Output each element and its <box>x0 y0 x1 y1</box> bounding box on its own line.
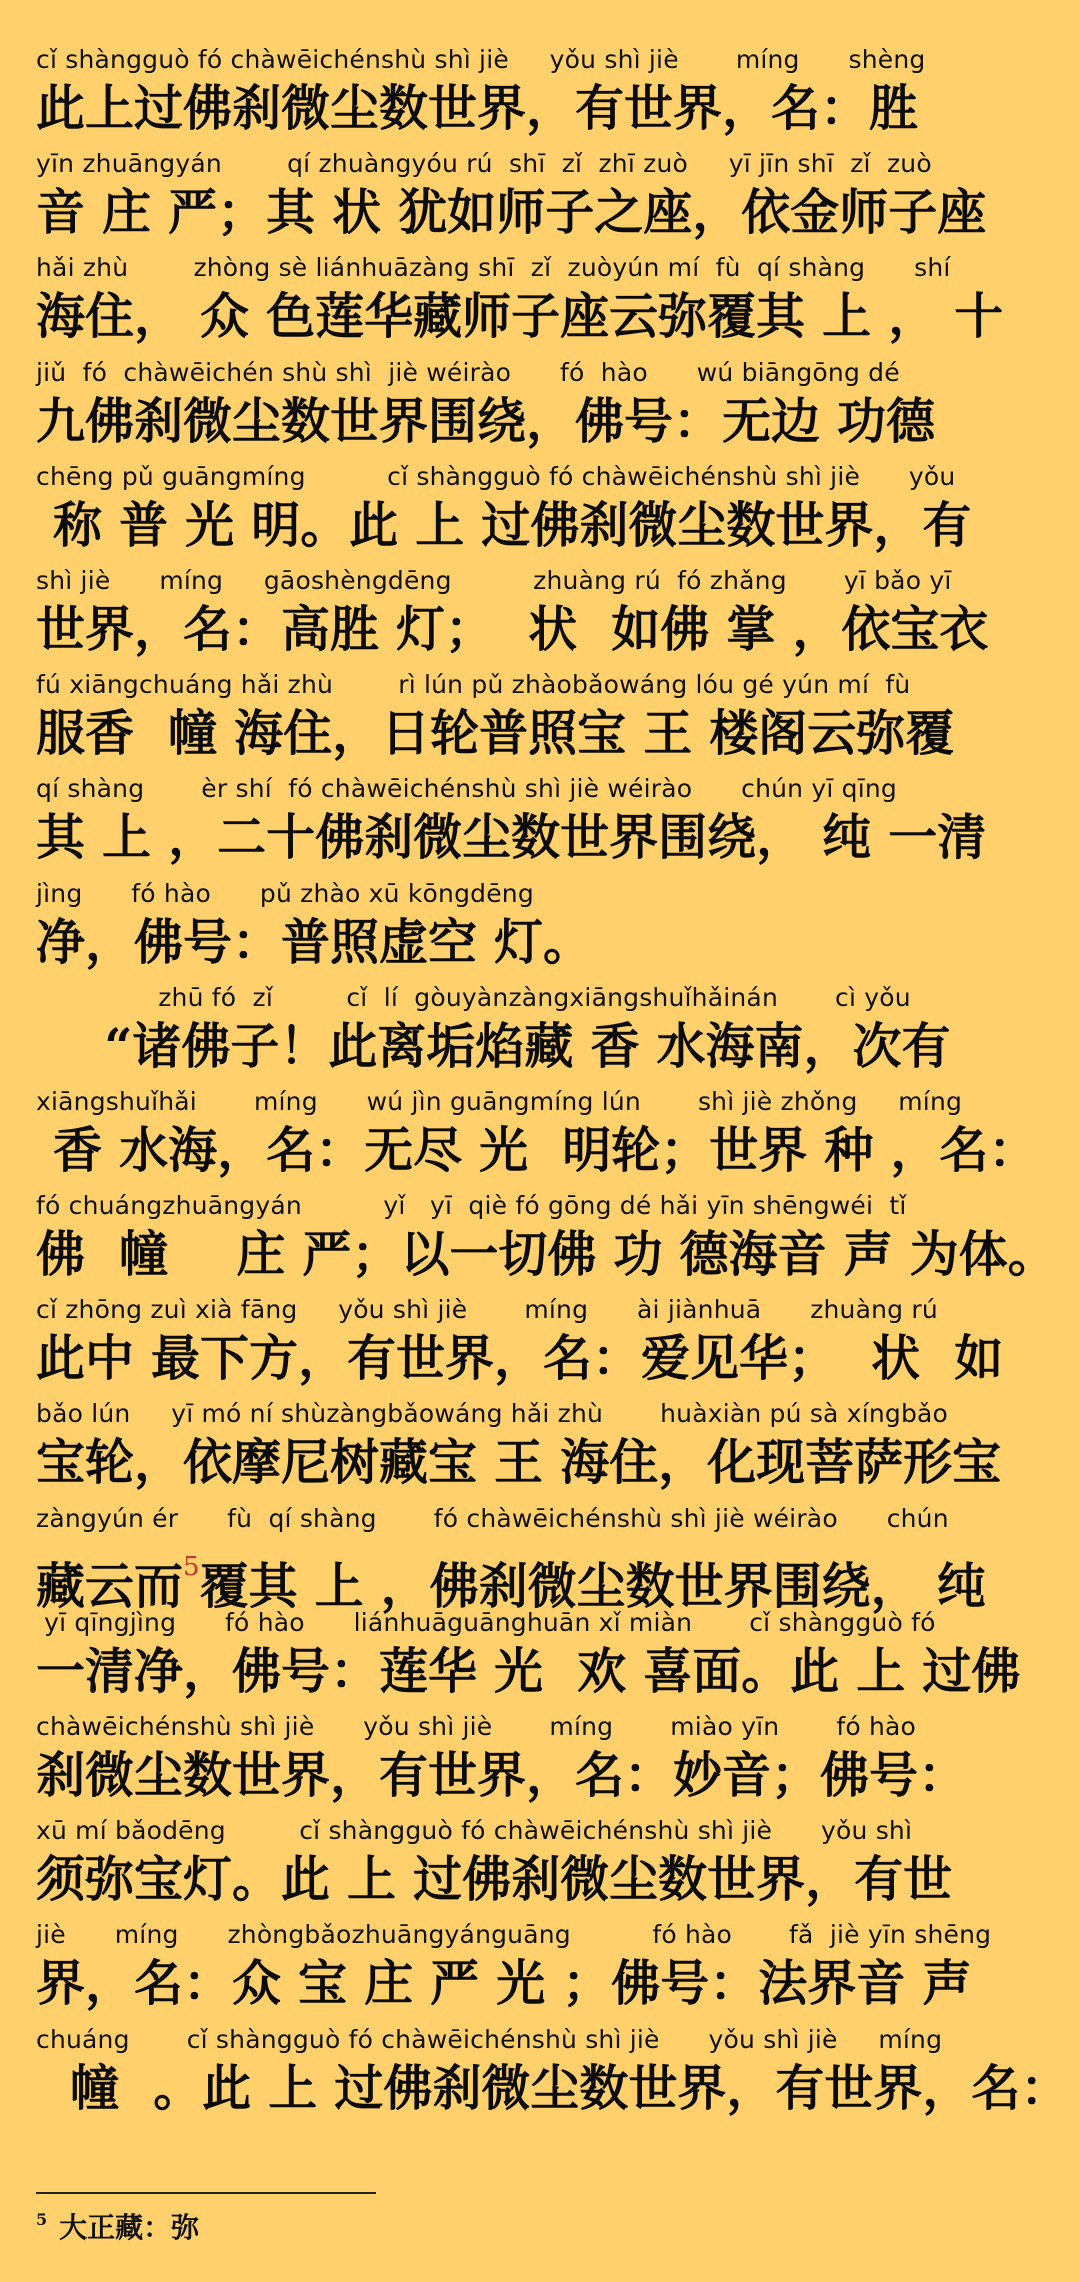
chinese-text: 藏云而$^5$覆其 上 ，佛刹微尘数世界围绕， 纯 <box>36 1551 986 1615</box>
pinyin-annotation: chēng pǔ guāngmíng cǐ shàngguò fó chàwēichénshù shì jiè yǒu <box>36 461 956 491</box>
chinese-text: 其 上 ，二十佛刹微尘数世界围绕， 纯 一清 <box>36 808 987 867</box>
pinyin-annotation: bǎo lún yī mó ní shùzàngbǎowáng hǎi zhù huàxiàn pú sà xíngbǎo <box>36 1399 949 1429</box>
text-line <box>36 982 1046 1086</box>
chinese-text: “诸佛子！此离垢焰藏 香 水海南，次有 <box>36 1016 951 1075</box>
pinyin-annotation: jiè míng zhòngbǎozhuāngyánguāng fó hào fǎ jiè yīn shēng <box>36 1920 992 1950</box>
chinese-text: 此上过佛刹微尘数世界，有世界，名：胜 <box>36 79 919 137</box>
chinese-text: 服香 幢 海住，日轮普照宝 王 楼阁云弥覆 <box>36 704 955 763</box>
text-line <box>36 1190 1057 1294</box>
text-line <box>36 773 1046 877</box>
chinese-text: 此中 最下方，有世界，名：爱见华； 状 如 <box>36 1329 1004 1388</box>
pinyin-annotation: chàwēichénshù shì jiè yǒu shì jiè míng miào yīn fó hào <box>36 1712 917 1741</box>
footnote-text: 大正藏：弥 <box>59 2211 200 2244</box>
text-body <box>36 44 1070 2128</box>
text-line <box>36 461 1046 565</box>
pinyin-annotation: cǐ shàngguò fó chàwēichénshù shì jiè yǒu shì jiè míng shèng <box>36 45 926 74</box>
text-line <box>36 357 1046 461</box>
footnote <box>36 2206 199 2246</box>
footnote-divider <box>36 2192 376 2194</box>
pinyin-annotation: zàngyún ér fù qí shàng fó chàwēichénshù shì jiè wéirào chún <box>36 1503 949 1533</box>
pinyin-annotation: xiāngshuǐhǎi míng wú jìn guāngmíng lún shì jiè zhǒng míng <box>36 1086 963 1116</box>
pinyin-annotation: yī qīngjìng fó hào liánhuāguānghuān xǐ miàn cǐ shàngguò fó <box>36 1607 936 1637</box>
chinese-text: 海住， 众 色莲华藏师子座云弥覆其 上 ， 十 <box>36 287 1004 346</box>
text-line <box>36 1398 1046 1502</box>
pinyin-annotation: shì jiè míng gāoshèngdēng zhuàng rú fó zhǎng yī bǎo yī <box>36 565 952 595</box>
pinyin-annotation: xū mí bǎodēng cǐ shàngguò fó chàwēichénshù shì jiè yǒu shì <box>36 1816 913 1846</box>
text-line <box>36 148 1046 252</box>
chinese-text: 九佛刹微尘数世界围绕，佛号：无边 功德 <box>36 391 936 450</box>
chinese-text: 宝轮，依摩尼树藏宝 王 海住，化现菩萨形宝 <box>36 1433 1002 1492</box>
pinyin-annotation: jiǔ fó chàwēichén shù shì jiè wéirào fó hào wú biāngōng dé <box>36 357 900 387</box>
text-line <box>36 878 1046 982</box>
pinyin-annotation: jìng fó hào pǔ zhào xū kōngdēng <box>36 878 534 908</box>
footnote-marker: 5 <box>183 1551 200 1582</box>
chinese-text: 幢 。此 上 过佛刹微尘数世界，有世界，名： <box>36 2058 1070 2117</box>
text-line <box>36 565 1046 669</box>
chinese-text: 一清净，佛号：莲华 光 欢 喜面。此 上 过佛 <box>36 1641 1021 1700</box>
text-line <box>36 44 1046 148</box>
chinese-text: 世界，名：高胜 灯； 状 如佛 掌 ，依宝衣 <box>36 599 989 658</box>
chinese-text: 佛 幢 庄 严；以一切佛 功 德海音 声 为体。 <box>36 1225 1057 1284</box>
pinyin-annotation: fú xiāngchuáng hǎi zhù rì lún pǔ zhàobǎowáng lóu gé yún mí fù <box>36 670 911 700</box>
pinyin-annotation: hǎi zhù zhòng sè liánhuāzàng shī zǐ zuòyún mí fù qí shàng shí <box>36 253 951 283</box>
pinyin-annotation: fó chuángzhuāngyán yǐ yī qiè fó gōng dé hǎi yīn shēngwéi tǐ <box>36 1191 907 1221</box>
footnote-number: 5 <box>36 2210 48 2229</box>
pinyin-annotation: qí shàng èr shí fó chàwēichénshù shì jiè wéirào chún yī qīng <box>36 774 897 804</box>
chinese-text: 刹微尘数世界，有世界，名：妙音；佛号： <box>36 1746 968 1804</box>
text-line <box>36 2024 1070 2128</box>
text-line <box>36 1815 1046 1919</box>
text-line <box>36 1711 1046 1815</box>
chinese-text: 须弥宝灯。此 上 过佛刹微尘数世界，有世 <box>36 1850 953 1909</box>
chinese-text: 香 水海，名：无尽 光 明轮；世界 种 ，名： <box>36 1120 1038 1179</box>
pinyin-annotation: zhū fó zǐ cǐ lí gòuyànzàngxiāngshuǐhǎinán cì yǒu <box>36 982 911 1012</box>
text-line <box>36 1086 1046 1190</box>
text-line <box>36 252 1046 356</box>
chinese-text: 称 普 光 明。此 上 过佛刹微尘数世界，有 <box>36 495 972 554</box>
pinyin-annotation: yīn zhuāngyán qí zhuàngyóu rú shī zǐ zhī zuò yī jīn shī zǐ zuò <box>36 149 932 179</box>
pinyin-annotation: chuáng cǐ shàngguò fó chàwēichénshù shì jiè yǒu shì jiè míng <box>36 2024 943 2054</box>
text-line <box>36 1919 1046 2023</box>
pinyin-annotation: cǐ zhōng zuì xià fāng yǒu shì jiè míng ài jiànhuā zhuàng rú <box>36 1295 938 1325</box>
chinese-text: 净，佛号：普照虚空 灯。 <box>36 912 593 971</box>
text-line <box>36 1503 1046 1615</box>
chinese-text: 界，名：众 宝 庄 严 光 ；佛号：法界音 声 <box>36 1954 972 2013</box>
chinese-text: 音 庄 严；其 状 犹如师子之座，依金师子座 <box>36 183 987 242</box>
text-line <box>36 669 1046 773</box>
text-line <box>36 1607 1046 1711</box>
text-line <box>36 1294 1046 1398</box>
